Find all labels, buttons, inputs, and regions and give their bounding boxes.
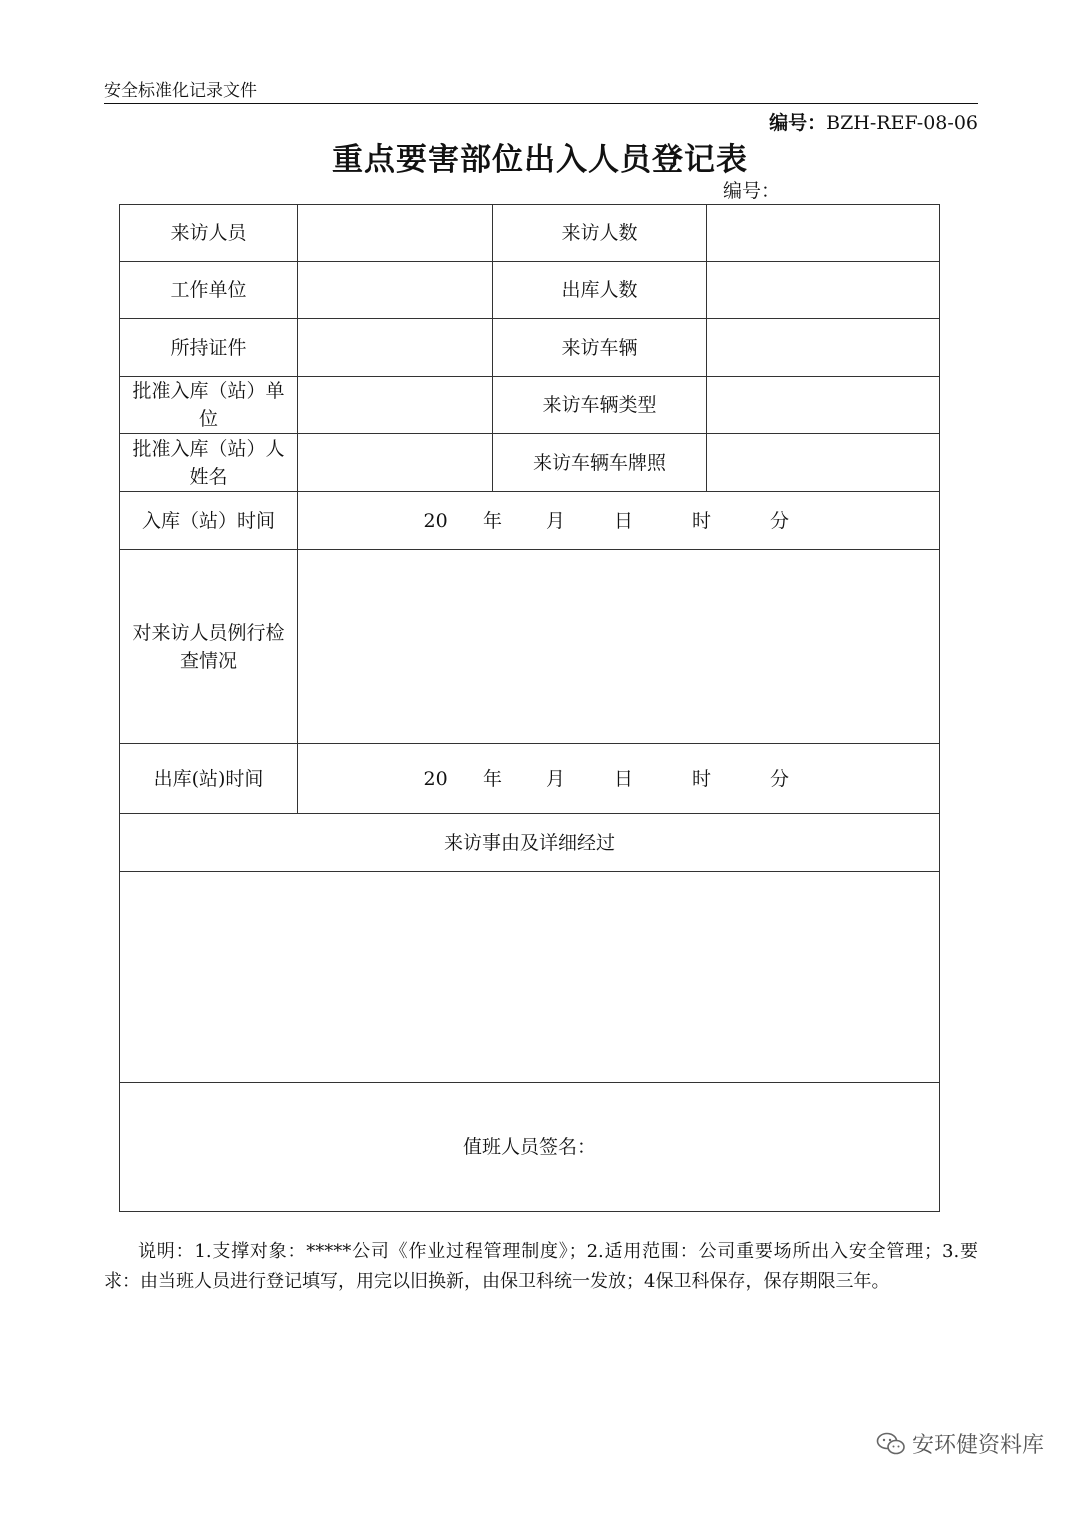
form-row xyxy=(120,872,940,1083)
exit-time-field[interactable] xyxy=(298,744,940,814)
form-note: 说明：1.支撑对象：*****公司《作业过程管理制度》；2.适用范围：公司重要场所出入安全管理；3.要求：由当班人员进行登记填写，用完以旧换新，由保卫科统一发放；4保卫科保存，保存期限三年。 xyxy=(104,1241,978,1292)
reason-heading: 来访事由及详细经过 xyxy=(120,814,940,872)
document-code-value: BZH-REF-08-06 xyxy=(826,112,978,134)
exit-century: 20 xyxy=(423,767,448,790)
approve-unit-label: 批准入库（站）单位 xyxy=(120,377,298,434)
form-row xyxy=(120,814,940,872)
exit-count-label: 出库人数 xyxy=(493,262,707,319)
form-row xyxy=(120,744,940,814)
vehicle-plate-field[interactable] xyxy=(707,434,940,492)
approve-unit-field[interactable] xyxy=(298,377,493,434)
approve-name-label: 批准入库（站）人姓名 xyxy=(120,434,298,492)
entry-time-field[interactable] xyxy=(298,492,940,550)
form-row xyxy=(120,205,940,262)
form-row xyxy=(120,262,940,319)
watermark xyxy=(876,1428,1044,1459)
form-row xyxy=(120,492,940,550)
document-code-label: 编号： xyxy=(769,112,827,134)
signature-label: 值班人员签名： xyxy=(462,1136,596,1158)
form-row xyxy=(120,377,940,434)
exit-year-unit: 年 xyxy=(482,767,502,790)
approve-name-field[interactable] xyxy=(298,434,493,492)
vehicle-plate-label: 来访车辆车牌照 xyxy=(493,434,707,492)
record-number-label: 编号： xyxy=(723,180,781,202)
exit-count-field[interactable] xyxy=(707,262,940,319)
form-row xyxy=(120,550,940,744)
form-row xyxy=(120,319,940,377)
form-row xyxy=(120,1083,940,1212)
wechat-icon xyxy=(876,1431,906,1457)
exit-minute-unit: 分 xyxy=(769,767,789,790)
exit-day-unit: 日 xyxy=(613,767,633,790)
document-header: 安全标准化记录文件 xyxy=(104,81,257,101)
work-unit-field[interactable] xyxy=(298,262,493,319)
form-row xyxy=(120,434,940,492)
id-document-label: 所持证件 xyxy=(120,319,298,377)
check-label: 对来访人员例行检查情况 xyxy=(120,550,298,744)
exit-hour-unit: 时 xyxy=(691,767,711,790)
entry-minute-unit: 分 xyxy=(769,509,789,532)
entry-time-label: 入库（站）时间 xyxy=(120,492,298,550)
entry-hour-unit: 时 xyxy=(691,509,711,532)
check-field[interactable] xyxy=(298,550,940,744)
entry-year-unit: 年 xyxy=(482,509,502,532)
id-document-field[interactable] xyxy=(298,319,493,377)
visitor-count-field[interactable] xyxy=(707,205,940,262)
entry-day-unit: 日 xyxy=(613,509,633,532)
entry-month-unit: 月 xyxy=(545,509,565,532)
visitor-field[interactable] xyxy=(298,205,493,262)
exit-month-unit: 月 xyxy=(545,767,565,790)
reason-field[interactable] xyxy=(120,872,940,1083)
vehicle-field[interactable] xyxy=(707,319,940,377)
signature-field[interactable] xyxy=(120,1083,940,1212)
form-title: 重点要害部位出入人员登记表 xyxy=(332,142,748,178)
exit-time-label: 出库(站)时间 xyxy=(120,744,298,814)
visitor-count-label: 来访人数 xyxy=(493,205,707,262)
header-divider xyxy=(104,103,978,104)
watermark-text: 安环健资料库 xyxy=(911,1433,1044,1458)
work-unit-label: 工作单位 xyxy=(120,262,298,319)
vehicle-type-field[interactable] xyxy=(707,377,940,434)
visitor-label: 来访人员 xyxy=(120,205,298,262)
vehicle-label: 来访车辆 xyxy=(493,319,707,377)
entry-century: 20 xyxy=(423,509,448,532)
registration-form xyxy=(119,204,940,1212)
document-code xyxy=(769,108,978,135)
vehicle-type-label: 来访车辆类型 xyxy=(493,377,707,434)
